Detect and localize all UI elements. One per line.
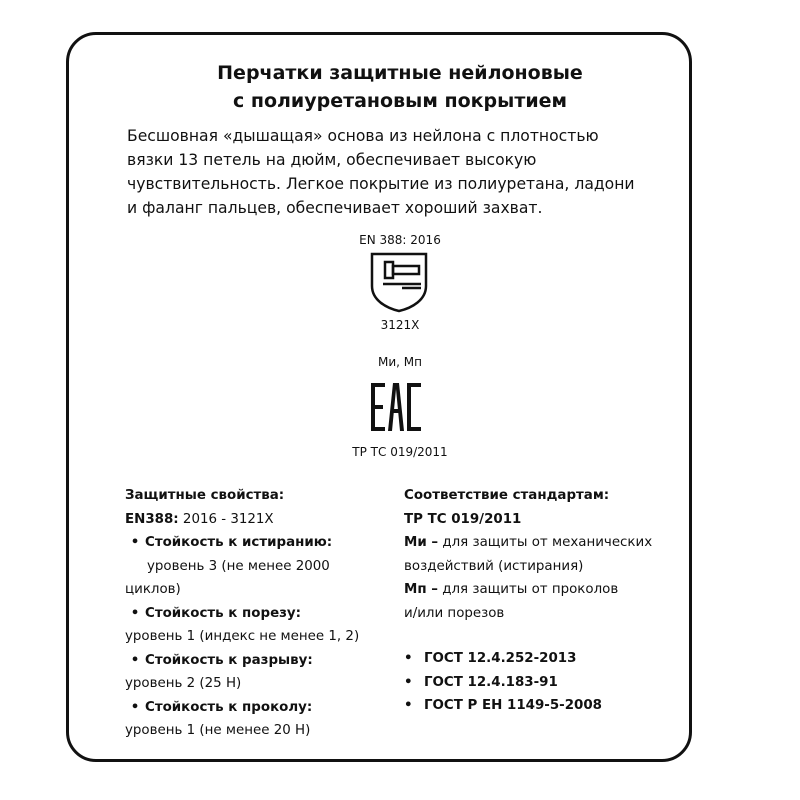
mp-text-cont: и/или порезов bbox=[404, 605, 505, 621]
abrasion-label: Стойкость к истиранию: bbox=[145, 535, 333, 550]
mi-label: Ми – bbox=[404, 535, 439, 550]
eac-codes: Ми, Мп bbox=[378, 355, 422, 369]
description-line: вязки 13 петель на дюйм, обеспечивает высокую bbox=[127, 151, 537, 169]
eac-regulation: ТР ТС 019/2011 bbox=[352, 445, 448, 459]
tear-label: Стойкость к разрыву: bbox=[145, 652, 313, 668]
cut-label: Стойкость к порезу: bbox=[145, 605, 302, 621]
gost-text: ГОСТ Р ЕН 1149-5-2008 bbox=[424, 698, 603, 713]
bullet: • bbox=[404, 651, 413, 666]
title-line-2: с полиуретановым покрытием bbox=[232, 90, 568, 112]
description-line: Бесшовная «дышащая» основа из нейлона с плотностью bbox=[127, 127, 599, 145]
en-standard-label: EN 388: 2016 bbox=[359, 233, 441, 247]
puncture-value: уровень 1 (не менее 20 Н) bbox=[125, 723, 311, 738]
compliance-heading: Соответствие стандартам: bbox=[404, 488, 610, 503]
en388-hammer-shield-icon bbox=[368, 250, 430, 314]
gost-text: ГОСТ 12.4.183-91 bbox=[424, 674, 558, 690]
en388-value: 2016 - 3121X bbox=[178, 511, 274, 527]
mp-label: Мп – bbox=[404, 582, 438, 597]
bullet: • bbox=[130, 535, 140, 550]
bullet: • bbox=[130, 652, 140, 668]
tear-value: уровень 2 (25 Н) bbox=[125, 676, 242, 691]
cut-row bbox=[125, 602, 359, 626]
description bbox=[127, 124, 687, 220]
bullet: • bbox=[130, 699, 140, 715]
gost-list bbox=[404, 647, 602, 718]
mi-text-cont: воздействий (истирания) bbox=[404, 558, 584, 574]
eac-logo-icon bbox=[369, 381, 425, 433]
compliance-regulation: ТР ТС 019/2011 bbox=[404, 511, 522, 527]
abrasion-value: уровень 3 (не менее 2000 bbox=[147, 558, 330, 574]
abrasion-value-cont: циклов) bbox=[125, 582, 181, 597]
protective-heading: Защитные свойства: bbox=[125, 488, 285, 503]
gost-item bbox=[404, 647, 602, 671]
cut-value: уровень 1 (индекс не менее 1, 2) bbox=[125, 629, 360, 644]
mi-row bbox=[404, 531, 652, 555]
tear-row bbox=[125, 649, 359, 673]
mp-row bbox=[404, 578, 652, 602]
gost-item bbox=[404, 694, 602, 718]
puncture-row bbox=[125, 696, 359, 720]
gost-item bbox=[404, 671, 602, 695]
en388-label: EN388: bbox=[125, 511, 179, 527]
description-line: чувствительность. Легкое покрытие из полиуретана, ладони bbox=[127, 175, 635, 193]
en388-row bbox=[125, 508, 359, 532]
description-line: и фаланг пальцев, обеспечивает хороший захват. bbox=[127, 199, 543, 217]
title-line-1: Перчатки защитные нейлоновые bbox=[217, 62, 583, 84]
mp-text: для защиты от проколов bbox=[437, 582, 619, 597]
standards-compliance bbox=[404, 484, 652, 625]
mi-text: для защиты от механических bbox=[438, 535, 653, 550]
gost-text: ГОСТ 12.4.252-2013 bbox=[424, 651, 577, 666]
en-code: 3121X bbox=[380, 318, 420, 332]
bullet: • bbox=[404, 674, 413, 690]
puncture-label: Стойкость к проколу: bbox=[145, 699, 313, 715]
abrasion-row bbox=[125, 531, 359, 555]
protective-properties bbox=[125, 484, 359, 743]
bullet: • bbox=[130, 605, 140, 621]
bullet: • bbox=[404, 698, 413, 713]
